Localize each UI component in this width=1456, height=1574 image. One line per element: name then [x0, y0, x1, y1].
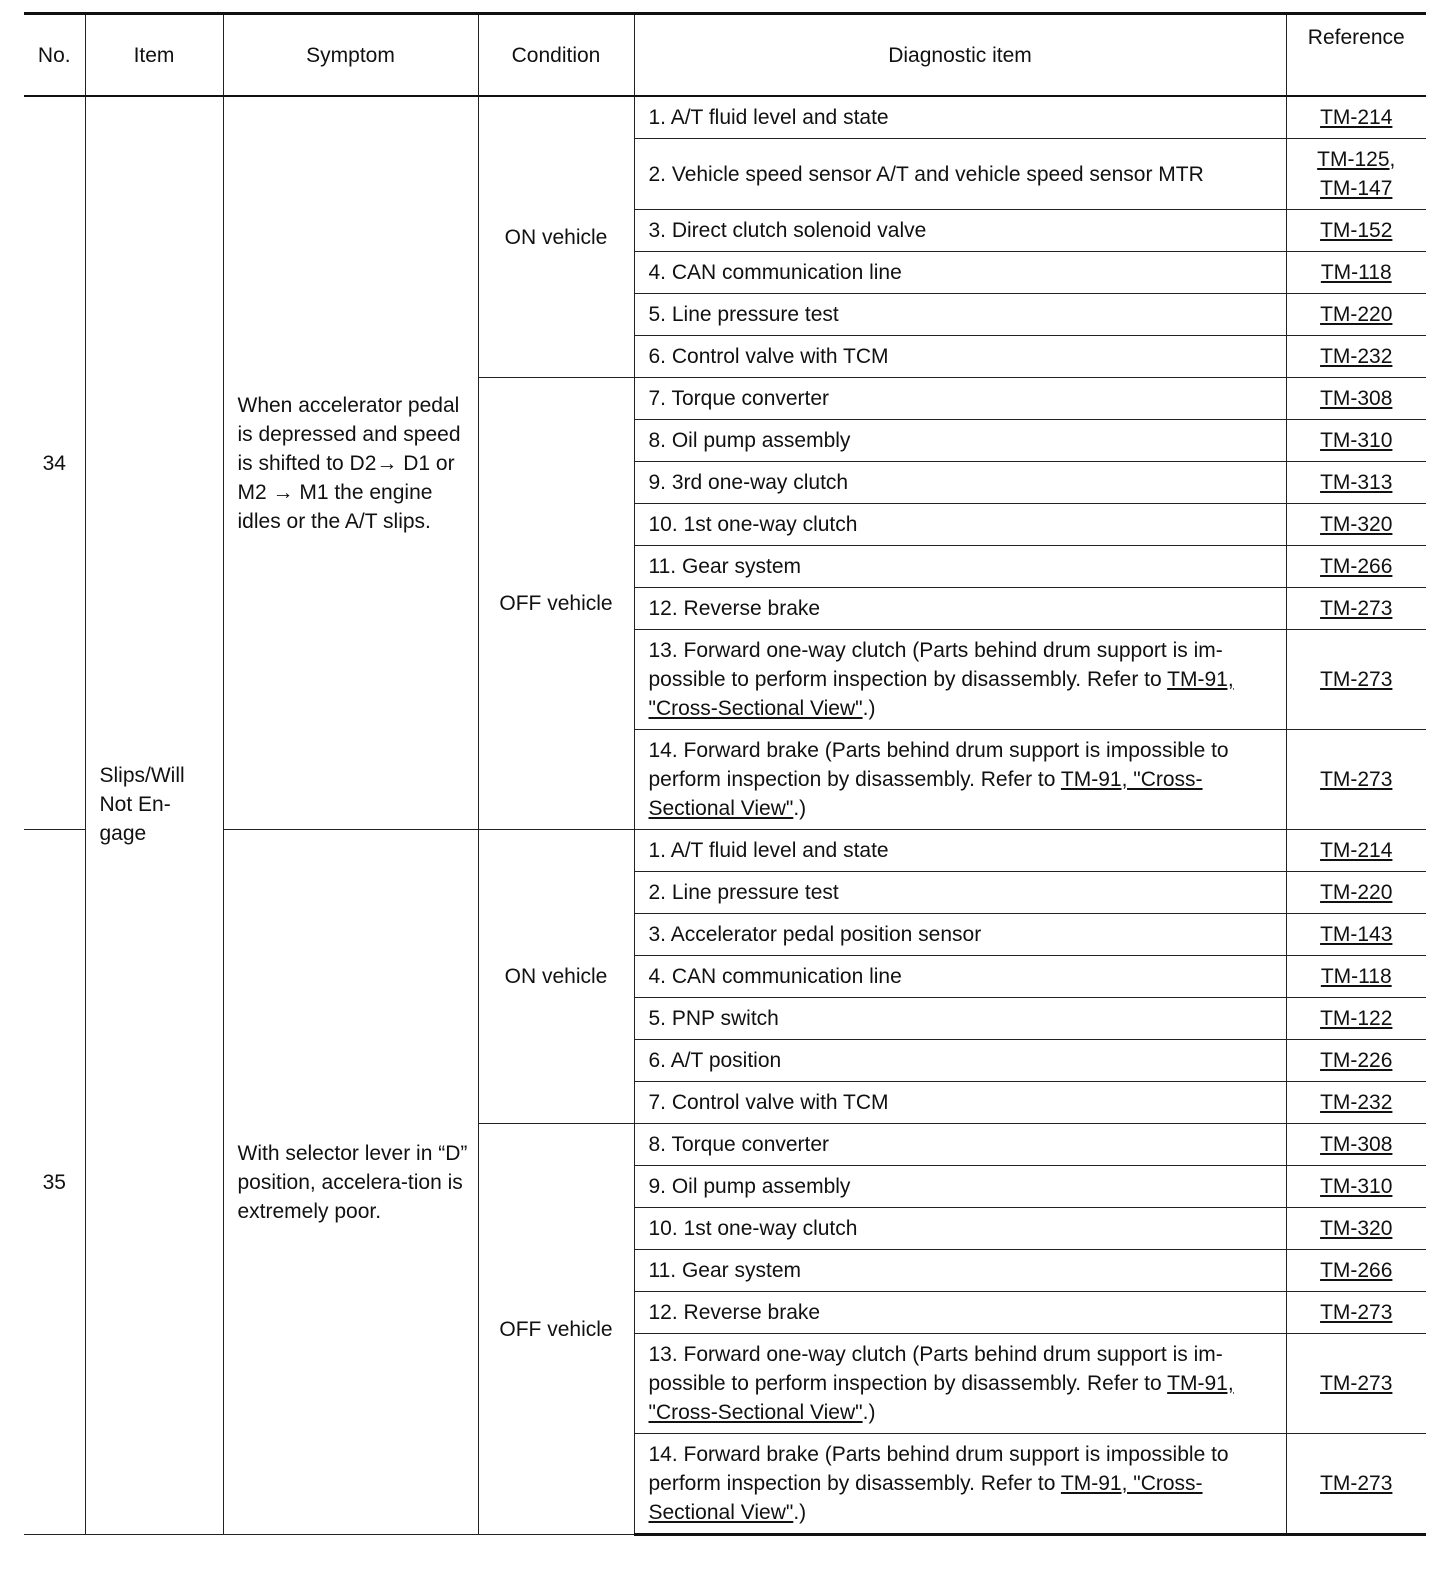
reference-link[interactable]: TM-308 [1320, 1133, 1393, 1156]
reference-cell [1286, 378, 1426, 420]
diagnostic-item: 7. Control valve with TCM [634, 1082, 1286, 1124]
reference-cell [1286, 1434, 1426, 1535]
table-row [24, 830, 1426, 872]
diagnostic-item: 8. Torque converter [634, 1124, 1286, 1166]
diagnostic-item: 11. Gear system [634, 1250, 1286, 1292]
symptom-text: When accelerator pedal is depressed and speed is shifted to D2→ D1 or M2 → M1 the engine idles or the A/T slips. [237, 393, 461, 533]
diagnostic-text-end: .) [793, 1501, 807, 1524]
diagnostic-text-end: .) [793, 797, 807, 820]
diagnostic-item: 5. Line pressure test [634, 294, 1286, 336]
reference-cell [1286, 546, 1426, 588]
header-diagnostic-item: Diagnostic item [634, 14, 1286, 97]
reference-link[interactable]: TM-320 [1320, 513, 1393, 536]
reference-cell [1286, 1334, 1426, 1434]
row-number: 35 [24, 830, 85, 1535]
reference-cell [1286, 1124, 1426, 1166]
reference-cell [1286, 1040, 1426, 1082]
diagnostic-item: 8. Oil pump assembly [634, 420, 1286, 462]
reference-link[interactable]: TM-152 [1320, 219, 1393, 242]
diagnostic-item: 9. 3rd one-way clutch [634, 462, 1286, 504]
diagnostic-item: 10. 1st one-way clutch [634, 504, 1286, 546]
diagnostic-text: 14. Forward brake (Parts behind drum support is impossible to perform inspection by disassembly. Refer to [648, 1443, 1229, 1495]
diagnostic-text-end: .) [862, 1401, 876, 1424]
symptom-cell [223, 830, 478, 1535]
reference-cell [1286, 504, 1426, 546]
reference-link[interactable]: TM-147 [1320, 177, 1393, 200]
diagnostic-text: 14. Forward brake (Parts behind drum support is impossible to perform inspection by disassembly. Refer to [648, 739, 1229, 791]
reference-cell [1286, 588, 1426, 630]
reference-link[interactable]: TM-220 [1320, 881, 1393, 904]
reference-link[interactable]: TM-273 [1320, 1301, 1393, 1324]
reference-link[interactable]: TM-232 [1320, 345, 1393, 368]
cross-sectional-view-link[interactable]: TM-91, "Cross-Sectional View" [648, 1372, 1234, 1424]
diagnostic-item: 10. 1st one-way clutch [634, 1208, 1286, 1250]
reference-link[interactable]: TM-266 [1320, 555, 1393, 578]
reference-cell [1286, 462, 1426, 504]
condition-off-vehicle: OFF vehicle [478, 378, 634, 830]
reference-link[interactable]: TM-273 [1320, 597, 1393, 620]
diagnostic-item: 12. Reverse brake [634, 588, 1286, 630]
reference-link[interactable]: TM-118 [1320, 261, 1392, 284]
cross-sectional-view-link[interactable]: TM-91, "Cross-Sectional View" [648, 768, 1203, 820]
diagnosis-table [24, 12, 1426, 1536]
diagnostic-item: 9. Oil pump assembly [634, 1166, 1286, 1208]
reference-link[interactable]: TM-308 [1320, 387, 1393, 410]
item-cell [85, 96, 223, 1535]
diagnostic-item: 3. Direct clutch solenoid valve [634, 210, 1286, 252]
condition-on-vehicle: ON vehicle [478, 96, 634, 378]
diagnostic-text: 13. Forward one-way clutch (Parts behind drum support is im-possible to perform inspection by disassembly. Refer to [648, 1343, 1223, 1395]
diagnostic-item: 1. A/T fluid level and state [634, 96, 1286, 139]
reference-link[interactable]: TM-226 [1320, 1049, 1393, 1072]
reference-cell [1286, 336, 1426, 378]
reference-cell [1286, 830, 1426, 872]
diagnostic-item: 3. Accelerator pedal position sensor [634, 914, 1286, 956]
diagnostic-item [634, 1334, 1286, 1434]
table-row [24, 96, 1426, 139]
header-no: No. [24, 14, 85, 97]
reference-link[interactable]: TM-273 [1320, 1372, 1393, 1395]
reference-link[interactable]: TM-118 [1320, 965, 1392, 988]
reference-cell [1286, 1292, 1426, 1334]
reference-cell [1286, 210, 1426, 252]
diagnostic-text: 13. Forward one-way clutch (Parts behind drum support is im-possible to perform inspection by disassembly. Refer to [648, 639, 1223, 691]
header-item: Item [85, 14, 223, 97]
diagnostic-item: 6. A/T position [634, 1040, 1286, 1082]
condition-on-vehicle: ON vehicle [478, 830, 634, 1124]
reference-cell [1286, 730, 1426, 830]
diagnostic-item: 4. CAN communication line [634, 252, 1286, 294]
diagnostic-item: 1. A/T fluid level and state [634, 830, 1286, 872]
reference-cell [1286, 1208, 1426, 1250]
reference-link[interactable]: TM-220 [1320, 303, 1393, 326]
header-row [24, 14, 1426, 97]
reference-link[interactable]: TM-143 [1320, 923, 1393, 946]
reference-link[interactable]: TM-273 [1320, 668, 1393, 691]
reference-link[interactable]: TM-232 [1320, 1091, 1393, 1114]
condition-off-vehicle: OFF vehicle [478, 1124, 634, 1535]
reference-link[interactable]: TM-122 [1320, 1007, 1393, 1030]
reference-link[interactable]: TM-125 [1317, 148, 1390, 171]
symptom-cell [223, 96, 478, 830]
reference-cell [1286, 998, 1426, 1040]
reference-cell [1286, 630, 1426, 730]
reference-link[interactable]: TM-273 [1320, 1472, 1393, 1495]
diagnostic-item: 2. Line pressure test [634, 872, 1286, 914]
reference-cell [1286, 139, 1426, 210]
reference-separator: , [1389, 148, 1396, 171]
cross-sectional-view-link[interactable]: TM-91, "Cross-Sectional View" [648, 668, 1234, 720]
diagnostic-item: 2. Vehicle speed sensor A/T and vehicle speed sensor MTR [634, 139, 1286, 210]
diagnostic-item: 4. CAN communication line [634, 956, 1286, 998]
reference-cell [1286, 872, 1426, 914]
reference-cell [1286, 956, 1426, 998]
symptom-text: With selector lever in “D” position, accelera-tion is extremely poor. [237, 1141, 468, 1223]
reference-link[interactable]: TM-273 [1320, 768, 1393, 791]
header-symptom: Symptom [223, 14, 478, 97]
cross-sectional-view-link[interactable]: TM-91, "Cross-Sectional View" [648, 1472, 1203, 1524]
diagnostic-item: 5. PNP switch [634, 998, 1286, 1040]
row-number: 34 [24, 96, 85, 830]
reference-link[interactable]: TM-320 [1320, 1217, 1393, 1240]
reference-cell [1286, 420, 1426, 462]
diagnostic-item: 12. Reverse brake [634, 1292, 1286, 1334]
reference-cell [1286, 1082, 1426, 1124]
header-condition: Condition [478, 14, 634, 97]
reference-cell [1286, 294, 1426, 336]
reference-cell [1286, 914, 1426, 956]
reference-cell [1286, 1166, 1426, 1208]
reference-cell [1286, 1250, 1426, 1292]
diagnostic-item [634, 1434, 1286, 1535]
diagnostic-item: 6. Control valve with TCM [634, 336, 1286, 378]
diagnostic-item: 11. Gear system [634, 546, 1286, 588]
reference-cell [1286, 96, 1426, 139]
diagnostic-text-end: .) [862, 697, 876, 720]
reference-link[interactable]: TM-310 [1320, 1175, 1393, 1198]
reference-link[interactable]: TM-266 [1320, 1259, 1393, 1282]
reference-link[interactable]: TM-214 [1320, 839, 1393, 862]
reference-link[interactable]: TM-214 [1320, 106, 1393, 129]
diagnostic-item [634, 630, 1286, 730]
reference-link[interactable]: TM-310 [1320, 429, 1393, 452]
diagnostic-item [634, 730, 1286, 830]
item-text: Slips/Will Not En-gage [99, 764, 185, 845]
header-reference: Reference [1286, 14, 1426, 97]
reference-link[interactable]: TM-313 [1320, 471, 1393, 494]
diagnostic-item: 7. Torque converter [634, 378, 1286, 420]
reference-cell [1286, 252, 1426, 294]
